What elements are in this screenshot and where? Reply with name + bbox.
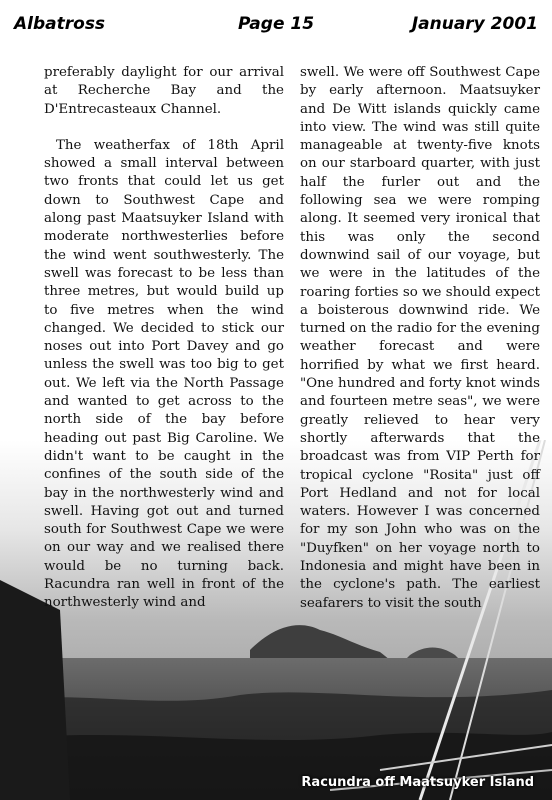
article-column-right xyxy=(300,64,540,613)
article-column-left xyxy=(44,64,284,613)
page-number: Page 15 xyxy=(237,14,315,34)
photo-caption: Racundra off Maatsuyker Island xyxy=(301,775,534,790)
paragraph: preferably daylight for our arrival at Recherche Bay and the D'Entrecasteaux Channel. xyxy=(44,65,284,117)
issue-date: January 2001 xyxy=(411,14,538,34)
paragraph: The weatherfax of 18th April showed a small interval between two fronts that could let us get down to Southwest Cape and along past Maatsuyker Island with moderate northwesterlies before the wind went southwesterly. The swell was forecast to be less than three metres, but would build up to five metres when the wind changed. We decided to stick our noses out into Port Davey and go unless the swell was too big to get out. We left via the North Passage and wanted to get across to the north side of the bay before heading out past Big Caroline. We didn't want to be caught in the confines of the south side of the bay in the northwesterly wind and swell. Having got out and turned south for Southwest Cape we were on our way and we realised there would be no turning back. Racundra ran well in front of the northwesterly wind and xyxy=(44,137,284,611)
page-header xyxy=(0,0,552,48)
paragraph: swell. We were off Southwest Cape by early afternoon. Maatsuyker and De Witt islands quickly came into view. The wind was still quite manageable at twenty-five knots on our starboard quarter, with just half the furler out and the following sea we were romping along. It seemed very ironical that this was only the second downwind sail of our voyage, but we were in the latitudes of the roaring forties so we should expect a boisterous downwind ride. We turned on the radio for the evening weather forecast and were horrified by what we first heard. "One hundred and forty knot winds and fourteen metre seas", we were greatly relieved to hear very shortly afterwards that the broadcast was from VIP Perth for tropical cyclone "Rosita" just off Port Hedland and not for local waters. However I was concerned for my son John who was on the "Duyfken" on her voyage north to Indonesia and might have been in the cyclone's path. The earliest seafarers to visit the south xyxy=(300,65,540,611)
publication-title: Albatross xyxy=(14,14,106,34)
